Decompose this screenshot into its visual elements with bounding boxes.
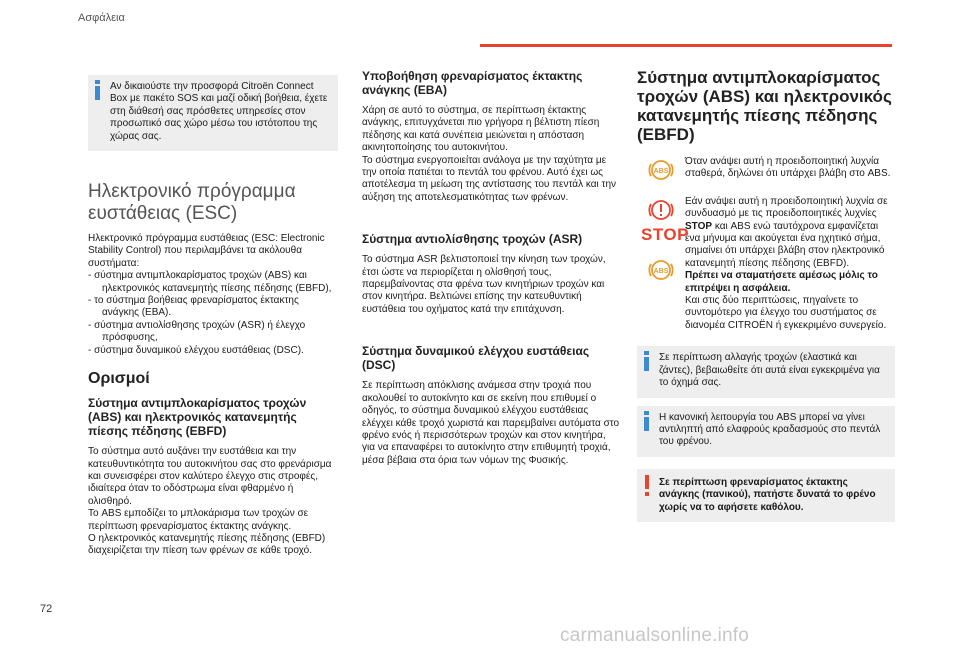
column-2 bbox=[362, 69, 620, 467]
asr-heading: Σύστημα αντιολίσθησης τροχών (ASR) bbox=[362, 232, 583, 247]
esc-list-item: - σύστημα δυναμικού ελέγχου ευστάθειας (DSC). bbox=[88, 344, 304, 356]
section-label: Ασφάλεια bbox=[78, 12, 125, 24]
ebfd-warning-row bbox=[637, 196, 895, 332]
esc-list-item: - το σύστημα βοήθειας φρεναρίσματος έκτακτης ανάγκης (EBA). bbox=[88, 295, 299, 319]
ebfd-service-instruction: Και στις δύο περιπτώσεις, πηγαίνετε το συντομότερο για έλεγχο του συστήματος σε διανομέα CITROËN ή εγκεκριμένο συνεργείο. bbox=[685, 295, 887, 331]
abs-definition-p1: Το σύστημα αυτό αυξάνει την ευστάθεια και την κατευθυντικότητα του αυτοκινήτου σας στο φρενάρισμα και συνεισφέρει στον καλύτερο έλεγχο στις στροφές, ιδιαίτερα όταν το οδόστρωμα είναι φθαρμένο ή ολισθηρό. bbox=[88, 446, 332, 507]
esc-title: Ηλεκτρονικό πρόγραμμα ευστάθειας (ESC) bbox=[88, 181, 296, 225]
eba-p1: Χάρη σε αυτό το σύστημα, σε περίπτωση έκτακτης ανάγκης, επιτυγχάνεται πιο γρήγορα η βέλτιστη πίεση πέδησης και κατά συνέπεια μειώνεται η απόσταση ακινητοποίησης του αυτοκινήτου. bbox=[362, 105, 600, 154]
dsc-heading: Σύστημα δυναμικού ελέγχου ευστάθειας (DSC) bbox=[362, 344, 590, 373]
warning-box-emergency-braking bbox=[637, 469, 895, 522]
abs-lamp-label: ABS bbox=[653, 168, 669, 175]
esc-intro: Ηλεκτρονικό πρόγραμμα ευστάθειας (ESC: Electronic Stability Control) που περιλαμβάνει τα ακόλουθα συστήματα: bbox=[88, 233, 325, 269]
abs-warning-row bbox=[637, 156, 895, 181]
info-abs-vibration-text: Η κανονική λειτουργία του ABS μπορεί να γίνει αντιληπτή από ελαφρούς κραδασμούς στο πεντάλ του φρένου. bbox=[659, 411, 881, 448]
ebfd-stop-instruction: Πρέπει να σταματήσετε αμέσως μόλις το επιτρέψει η ασφάλεια. bbox=[685, 270, 878, 294]
ebfd-warning-text bbox=[685, 196, 895, 270]
abs-ebfd-heading: Σύστημα αντιμπλοκαρίσματος τροχών (ABS) και ηλεκτρονικός κατανεμητής πίεσης πέδησης (EBFD) bbox=[637, 68, 892, 144]
column-3 bbox=[637, 68, 895, 522]
abs-warning-lamp-icon bbox=[647, 156, 675, 184]
esc-list bbox=[88, 270, 338, 357]
accent-bar bbox=[480, 44, 892, 47]
info-note-text: Αν δικαιούστε την προσφορά Citroën Connect Box με πακέτο SOS και μαζί οδική βοήθεια, έχετε στη διάθεσή σας πρόσθετες υπηρεσίες στον προσωπικό σας χώρο μέσω του ιστότοπου της χώρας σας. bbox=[110, 81, 328, 142]
abs-lamp-icon-2 bbox=[647, 256, 675, 284]
abs-definition-p2: Το ABS εμποδίζει το μπλοκάρισμα των τροχών σε περίπτωση φρεναρίσματος έκτακτης ανάγκης. bbox=[88, 508, 309, 532]
abs-definition-p3: Ο ηλεκτρονικός κατανεμητής πίεσης πέδησης (EBFD) διαχειρίζεται την πίεση των φρένων σε κάθε τροχό. bbox=[88, 532, 326, 557]
ebfd-text-post: και ABS ενώ ταυτόχρονα εμφανίζεται ένα μήνυμα και ακούγεται ένα ηχητικό σήμα, σημαίνει ότι υπάρχει βλάβη στον ηλεκτρονικό κατανεμητή πίεσης πέδησης (EBFD). bbox=[685, 220, 885, 269]
abs-lamp-label-2: ABS bbox=[653, 267, 669, 275]
info-icon bbox=[644, 351, 649, 373]
dsc-paragraph: Σε περίπτωση απόκλισης ανάμεσα στην τροχιά που ακολουθεί το αυτοκίνητο και σε εκείνη που επιθυμεί ο οδηγός, το σύστημα δυναμικού ελέγχου ευστάθειας ελέγχει κάθε τροχό χωριστά και παρεμβαίνει αυτόματα στο φρένο ενός ή περισσότερων τροχών και στον κινητήρα, για να επαναφέρει το αυτοκίνητο στην επιθυμητή τροχιά, μέσα βέβαια στα όρια των νόμων της Φυσικής. bbox=[362, 380, 620, 466]
warning-icon bbox=[645, 475, 649, 497]
info-wheels-text: Σε περίπτωση αλλαγής τροχών (ελαστικά και ζάντες), βεβαιωθείτε ότι αυτά είναι εγκεκριμένα για το όχημά σας. bbox=[659, 352, 880, 389]
info-box-connect bbox=[88, 75, 338, 151]
esc-list-item: - σύστημα αντιμπλοκαρίσματος τροχών (ABS) και ηλεκτρονικός κατανεμητής πίεσης πέδησης (EBFD), bbox=[88, 270, 332, 294]
page-number: 72 bbox=[40, 603, 53, 615]
abs-definition-heading: Σύστημα αντιμπλοκαρίσματος τροχών (ABS) και ηλεκτρονικός κατανεμητής πίεσης πέδησης (EBFD) bbox=[88, 396, 307, 439]
column-1 bbox=[88, 75, 338, 558]
esc-list-item: - σύστημα αντιολίσθησης τροχών (ASR) ή έλεγχο πρόσφυσης, bbox=[88, 319, 306, 344]
asr-paragraph: Το σύστημα ASR βελτιστοποιεί την κίνηση των τροχών, έτσι ώστε να περιορίζεται η ολίσθησή τους, παρεμβαίνοντας στα φρένα των κινητήριων τροχών και στον κινητήρα. Βελτιώνει επίσης την κατευθυντική ευστάθεια του οχήματος κατά την επιτάχυνση. bbox=[362, 254, 606, 315]
ebfd-text-stop: STOP bbox=[685, 220, 713, 232]
info-box-abs-vibration bbox=[637, 406, 895, 457]
watermark: carmanualsonline.info bbox=[560, 625, 750, 646]
stop-lamp-icon: STOP bbox=[641, 224, 689, 244]
eba-heading: Υποβοήθηση φρεναρίσματος έκτακτης ανάγκης (EBA) bbox=[362, 69, 583, 97]
info-box-wheels bbox=[637, 346, 895, 397]
abs-warning-text: Όταν ανάψει αυτή η προειδοποιητική λυχνία σταθερά, δηλώνει ότι υπάρχει βλάβη στο ABS. bbox=[685, 156, 891, 180]
info-icon bbox=[644, 411, 649, 433]
brake-warning-lamp-icon bbox=[647, 196, 675, 224]
eba-p2: Το σύστημα ενεργοποιείται ανάλογα με την ταχύτητα με την οποία πατιέται το πεντάλ του φρένου. Αυτό έχει ως αποτέλεσμα τη μείωση της αντίστασης του πεντάλ και την αύξηση της αποτελεσματικότητας των φρένων. bbox=[362, 154, 617, 203]
definitions-heading: Ορισμοί bbox=[88, 370, 150, 388]
ebfd-text-pre: Εάν ανάψει αυτή η προειδοποιητική λυχνία σε συνδυασμό με τις προειδοποιητικές λυχνίες bbox=[685, 195, 888, 220]
info-icon bbox=[95, 80, 100, 102]
warning-emergency-text: Σε περίπτωση φρεναρίσματος έκτακτης ανάγκης (πανικού), πατήστε δυνατά το φρένο χωρίς να το αφήσετε καθόλου. bbox=[659, 476, 876, 513]
